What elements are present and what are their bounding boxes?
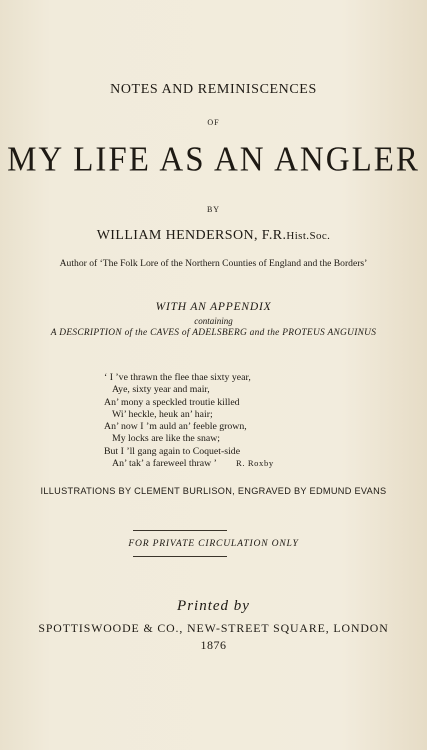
poem-line: Aye, sixty year and mair,: [112, 384, 210, 396]
of-label: OF: [207, 118, 220, 127]
publication-year: 1876: [200, 638, 227, 652]
poem-line: ‘ I ’ve thrawn the flee thae sixty year,: [104, 372, 251, 383]
containing-label: containing: [194, 316, 233, 326]
author-name: WILLIAM HENDERSON, F.R.: [96, 228, 287, 243]
subtitle: NOTES AND REMINISCENCES: [110, 82, 317, 97]
poem-line: Wi’ heckle, heuk an’ hair;: [112, 408, 213, 420]
poem-line: An’ mony a speckled troutie killed: [104, 396, 240, 408]
author-description: Author of ‘The Folk Lore of the Northern Counties of England and the Borders’: [59, 258, 368, 269]
printed-by: Printed by: [177, 598, 250, 614]
appendix-heading: WITH AN APPENDIX: [155, 301, 272, 313]
poem-line: My locks are like the snaw;: [112, 433, 221, 445]
divider-top: [133, 530, 227, 531]
author-line: [0, 228, 427, 244]
main-title: MY LIFE AS AN ANGLER: [7, 141, 420, 179]
epigraph-poem: [104, 372, 304, 470]
illustrations-credit: ILLUSTRATIONS BY CLEMENT BURLISON, ENGRAVED BY EDMUND EVANS: [40, 486, 387, 496]
author-suffix: Hist.Soc.: [286, 230, 331, 242]
by-label: BY: [206, 205, 221, 214]
publisher: SPOTTISWOODE & CO., NEW-STREET SQUARE, LONDON: [38, 621, 389, 635]
appendix-description: A DESCRIPTION of the CAVES of ADELSBERG and the PROTEUS ANGUINUS: [50, 328, 377, 338]
poem-line: An’ tak’ a fareweel thraw ’: [112, 458, 217, 470]
divider-bottom: [133, 556, 227, 557]
poem-line: An’ now I ’m auld an’ feeble grown,: [104, 421, 247, 433]
private-circulation-note: FOR PRIVATE CIRCULATION ONLY: [128, 538, 299, 549]
poem-attribution: R. Roxby: [236, 458, 274, 468]
poem-line: But I ’ll gang again to Coquet-side: [104, 445, 241, 457]
